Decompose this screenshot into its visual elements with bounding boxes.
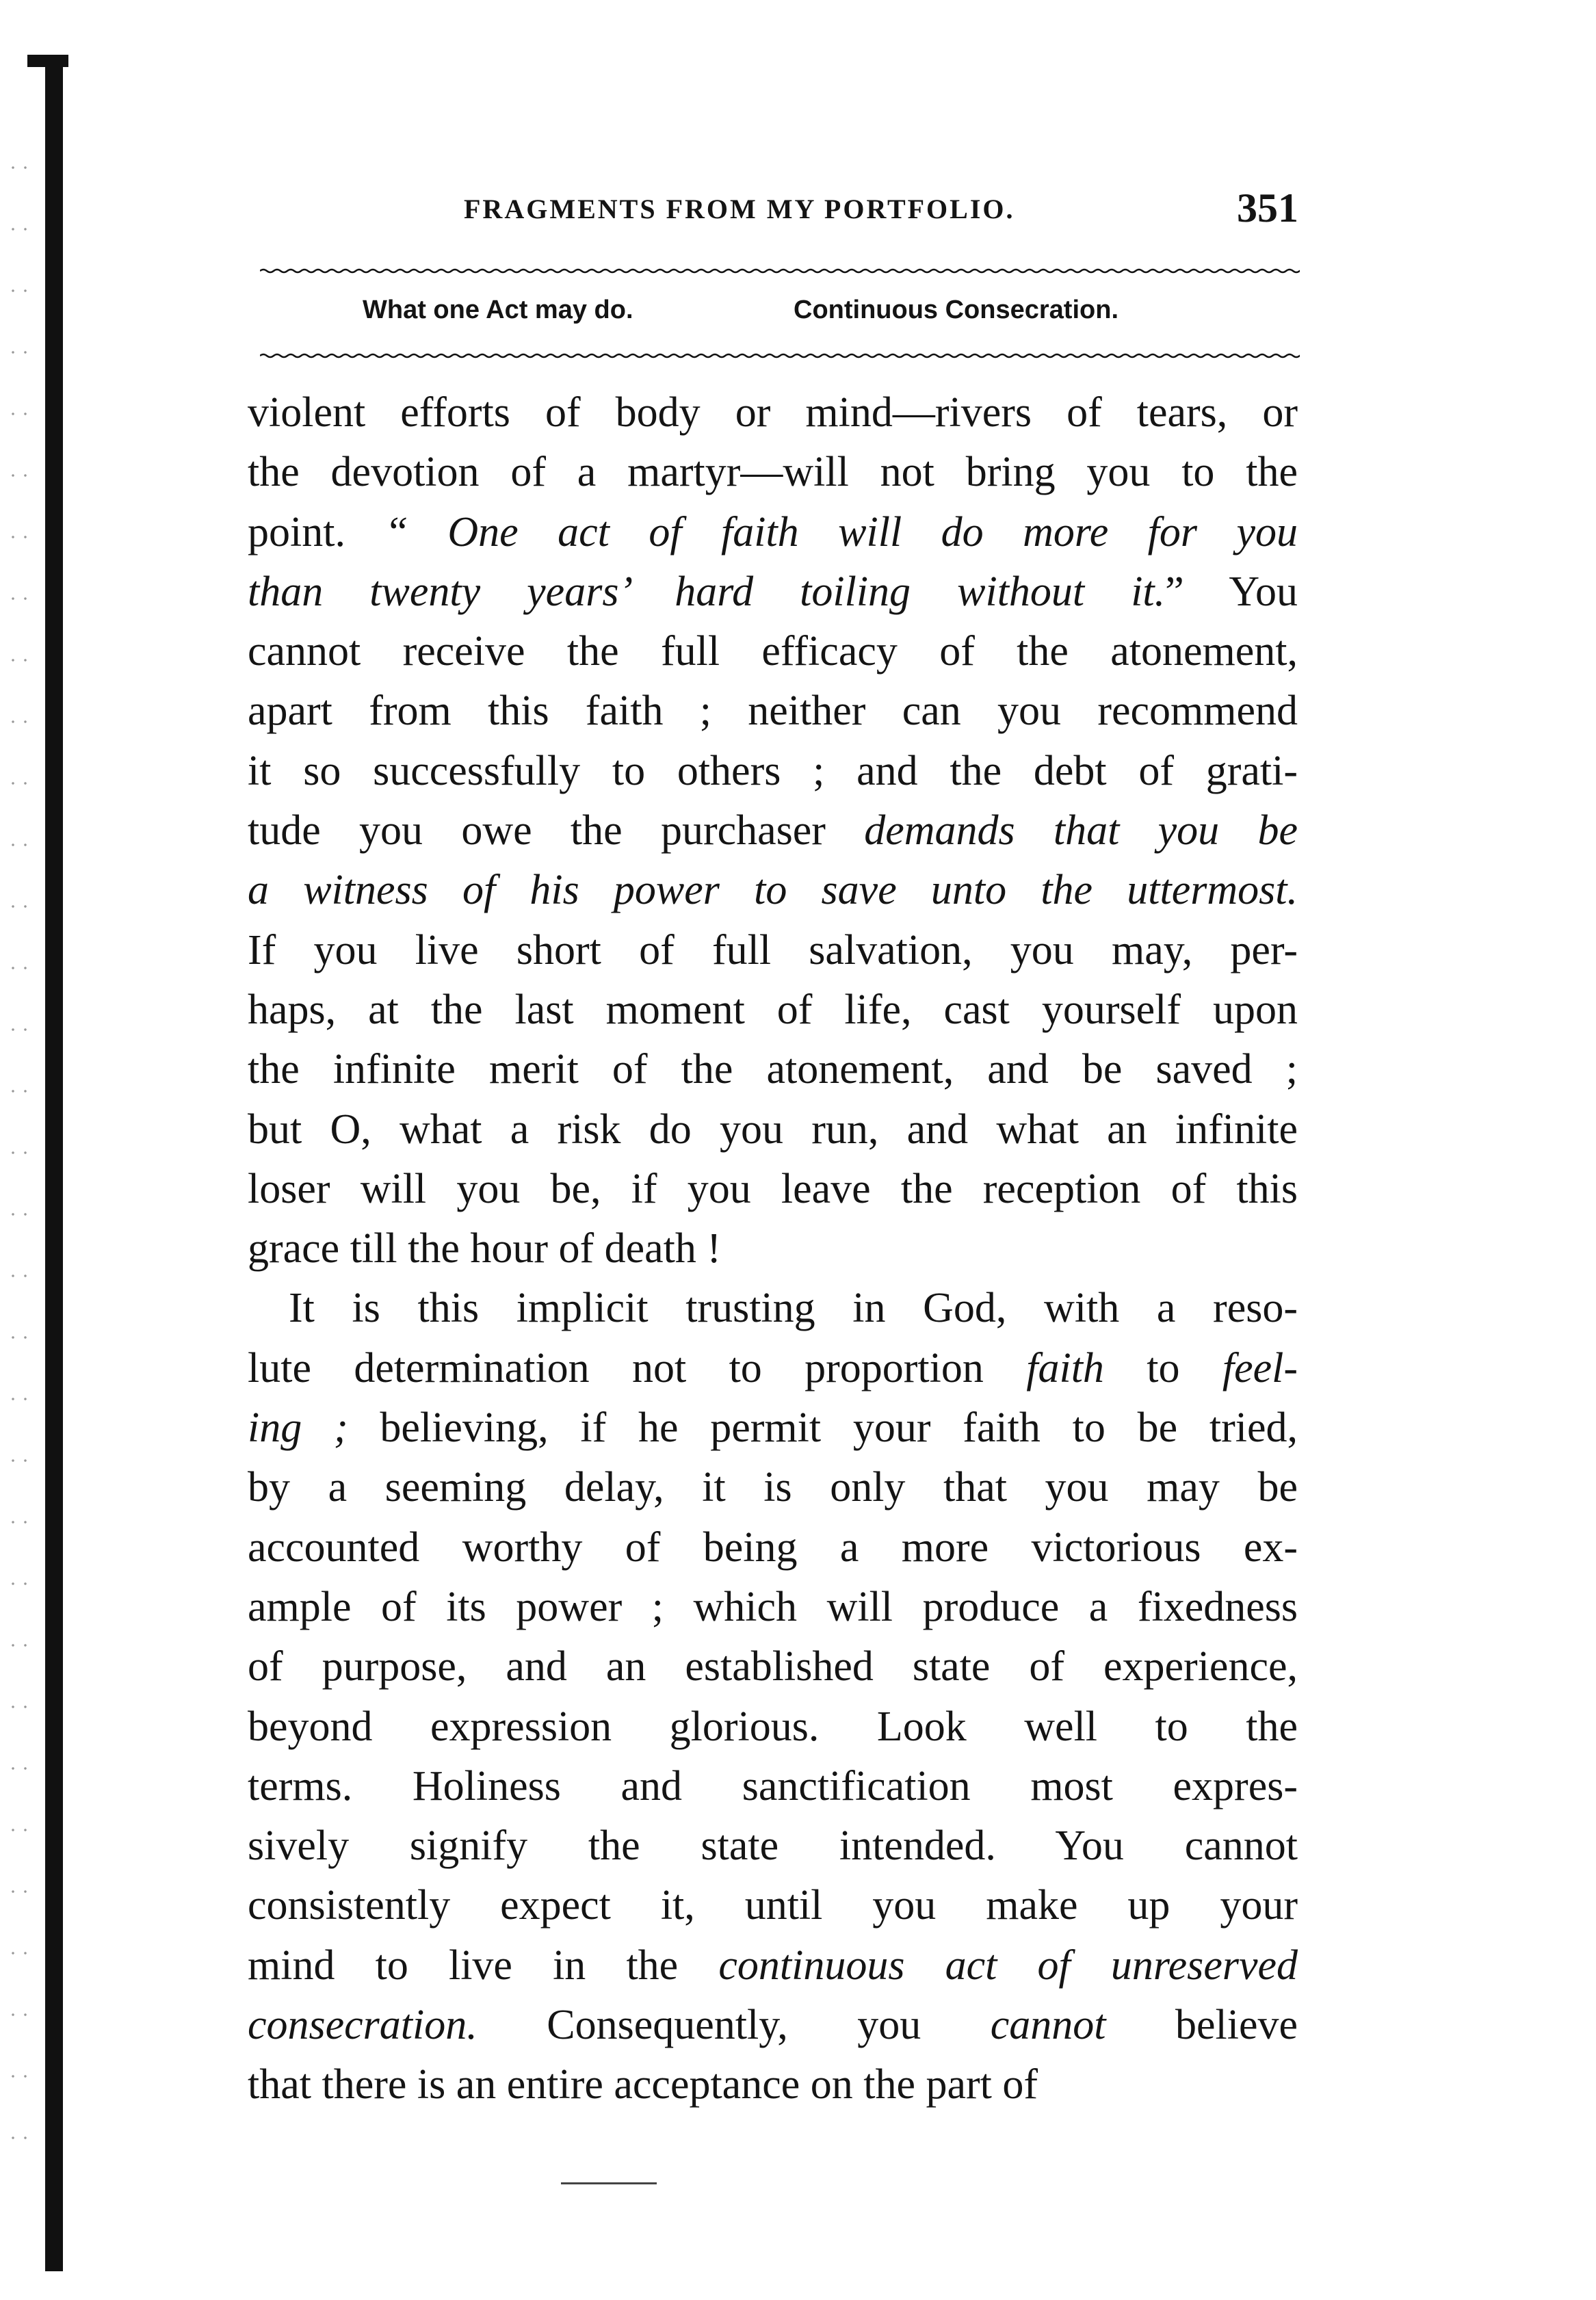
text-line <box>248 742 1298 801</box>
text-run: ample of its power ; which will produce a fixedness <box>248 1583 1298 1630</box>
text-line <box>248 921 1298 980</box>
subhead-left: What one Act may do. <box>363 296 633 324</box>
text-line <box>248 1936 1298 1996</box>
text-run: haps, at the last moment of life, cast yourself upon <box>248 986 1298 1033</box>
italic-run: faith <box>1026 1344 1104 1391</box>
text-line <box>248 562 1298 622</box>
text-run: ” You <box>1165 568 1298 615</box>
binding-edge <box>45 55 63 2271</box>
italic-run: a witness of his power to save unto the uttermost. <box>248 867 1298 914</box>
text-line <box>248 1279 1298 1338</box>
text-line <box>248 1757 1298 1816</box>
subhead-right: Continuous Consecration. <box>794 296 1118 324</box>
italic-run: demands that you be <box>864 807 1298 854</box>
header-rule-top <box>260 268 1300 274</box>
text-run: point. <box>248 508 385 556</box>
italic-run: feel- <box>1222 1344 1298 1391</box>
header-rule-bottom <box>260 353 1300 358</box>
text-run: the devotion of a martyr—will not bring you to the <box>248 449 1298 496</box>
italic-run: continuous act of unreserved <box>718 1942 1298 1989</box>
text-line <box>248 801 1298 861</box>
text-line <box>248 443 1298 502</box>
text-run: It is this implicit trusting in God, with a reso- <box>289 1285 1298 1332</box>
italic-run: consecration. <box>248 2002 478 2049</box>
text-run: that there is an entire acceptance on the part of <box>248 2061 1038 2108</box>
text-run: of purpose, and an established state of experience, <box>248 1643 1298 1690</box>
text-line <box>248 2055 1298 2115</box>
text-line <box>248 1398 1298 1458</box>
text-line <box>248 383 1298 443</box>
text-run: sively signify the state intended. You cannot <box>248 1822 1298 1870</box>
page-header <box>252 185 1298 239</box>
italic-run: than twenty years’ hard toiling without it. <box>248 568 1166 615</box>
text-line <box>248 1996 1298 2055</box>
text-run: believe <box>1106 2002 1298 2049</box>
italic-run: cannot <box>990 2002 1106 2049</box>
text-run: terms. Holiness and sanctification most expres- <box>248 1762 1298 1809</box>
text-run: beyond expression glorious. Look well to the <box>248 1703 1298 1750</box>
italic-run: “ One act of faith will do more for you <box>384 508 1298 556</box>
text-line <box>248 861 1298 920</box>
text-run: it so successfully to others ; and the debt of grati- <box>248 747 1298 794</box>
text-run: loser will you be, if you leave the reception of this <box>248 1165 1298 1212</box>
text-line <box>248 1578 1298 1637</box>
page-number: 351 <box>1237 185 1298 231</box>
italic-run: ing ; <box>248 1404 348 1452</box>
text-run: apart from this faith ; neither can you recommend <box>248 688 1298 735</box>
text-line <box>248 1816 1298 1876</box>
text-line <box>248 1458 1298 1517</box>
body-text <box>248 383 1298 2115</box>
text-run: grace till the hour of death ! <box>248 1225 722 1272</box>
text-run: Consequently, you <box>477 2002 991 2049</box>
binding-specks <box>7 137 34 2189</box>
running-title: FRAGMENTS FROM MY PORTFOLIO. <box>464 194 1015 224</box>
section-subheads <box>260 296 1300 337</box>
text-line <box>248 1637 1298 1697</box>
text-run: believing, if he permit your faith to be tried, <box>348 1404 1298 1452</box>
text-run: accounted worthy of being a more victorious ex- <box>248 1524 1298 1571</box>
text-line <box>248 1160 1298 1219</box>
text-run: violent efforts of body or mind—rivers of tears, or <box>248 389 1298 436</box>
text-run: the infinite merit of the atonement, and be saved ; <box>248 1046 1298 1093</box>
text-line <box>248 1518 1298 1578</box>
text-line <box>248 1339 1298 1398</box>
text-run: tude you owe the purchaser <box>248 807 865 854</box>
text-run: consistently expect it, until you make up your <box>248 1882 1298 1929</box>
text-line <box>248 681 1298 741</box>
text-line <box>248 1100 1298 1160</box>
text-line <box>248 1876 1298 1935</box>
text-line <box>248 1697 1298 1757</box>
stray-mark <box>561 2182 657 2184</box>
text-line <box>248 1219 1298 1279</box>
text-run: lute determination not to proportion <box>248 1344 1027 1391</box>
text-run: cannot receive the full efficacy of the atonement, <box>248 628 1298 675</box>
text-run: but O, what a risk do you run, and what an infinite <box>248 1106 1298 1153</box>
text-run: by a seeming delay, it is only that you may be <box>248 1464 1298 1511</box>
text-line <box>248 622 1298 681</box>
text-run: If you live short of full salvation, you may, per- <box>248 926 1298 973</box>
text-run: mind to live in the <box>248 1942 719 1989</box>
text-line <box>248 980 1298 1040</box>
text-run: to <box>1103 1344 1222 1391</box>
text-line <box>248 1040 1298 1099</box>
text-line <box>248 503 1298 562</box>
